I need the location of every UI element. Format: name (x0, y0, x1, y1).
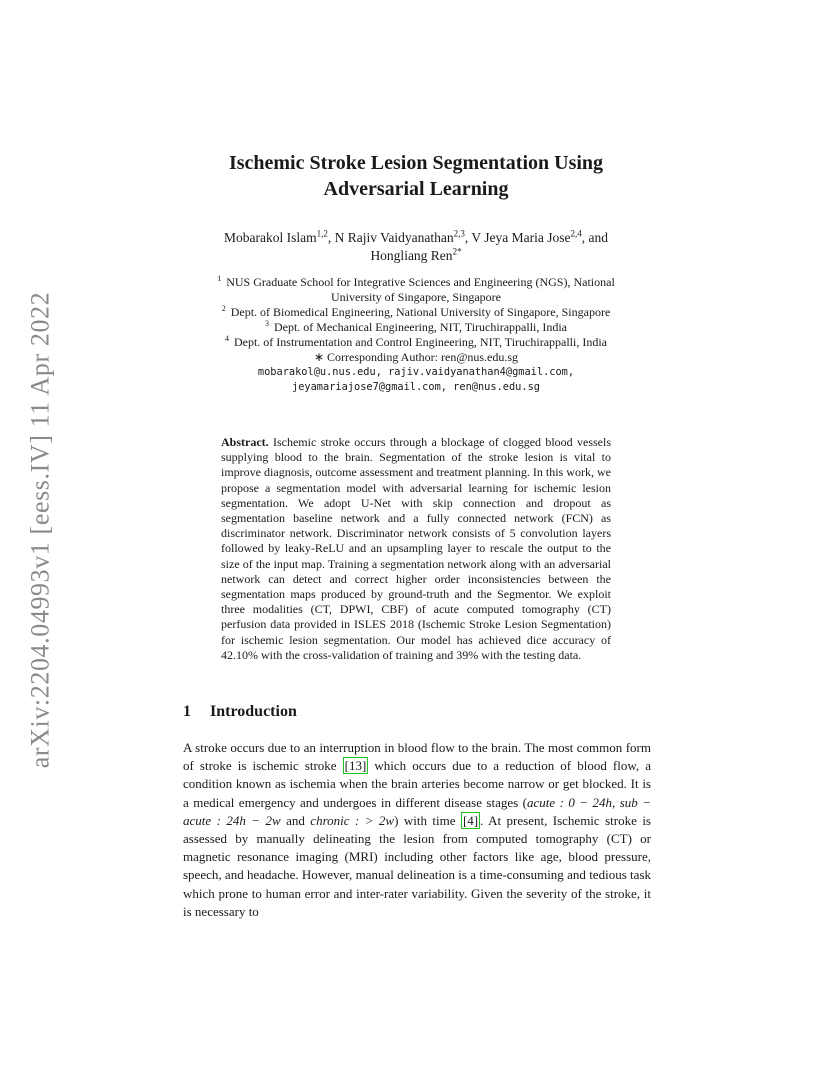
disease-stage-math: sub − acute : 24h − 2w (183, 794, 651, 828)
affiliation-block (175, 275, 657, 395)
author-name: Mobarakol Islam (224, 230, 317, 245)
intro-text: ) with time (394, 812, 461, 828)
arxiv-identifier-stamp (20, 285, 60, 775)
author-separator: , and (581, 230, 608, 245)
abstract-label: Abstract. (221, 435, 269, 449)
author-affiliation-marker: 2,4 (570, 228, 582, 239)
affiliation-text: Dept. of Instrumentation and Control Engineering, NIT, Tiruchirappalli, India (233, 335, 608, 349)
intro-text: A stroke occurs due to an interruption in blood flow to the brain. The most common form of stroke is ischemic stroke (183, 740, 651, 774)
introduction-paragraph (183, 739, 651, 921)
affiliation-item (175, 275, 657, 305)
title-line-1: Ischemic Stroke Lesion Segmentation Using (228, 152, 604, 174)
author-affiliation-marker: 2,3 (453, 228, 465, 239)
affiliation-text: NUS Graduate School for Integrative Sciences and Engineering (NGS), National (226, 275, 615, 289)
intro-text: . At present, Ischemic stroke is assessed by manually delineating the lesion from computed tomography (CT) or magnetic resonance imaging (MRI) including other factors like age, blood pressure, speech, and headache. However, manual delineation is a time-consuming and tedious task which prone to human error and inter-rater variability. Given the severity of the stroke, it is necessary to (183, 812, 651, 919)
author-list (160, 229, 672, 265)
citation-link[interactable]: [4] (462, 812, 479, 828)
affiliation-item (175, 305, 657, 320)
author-separator: , (464, 230, 472, 245)
author-emails-line-2: jeyamariajose7@gmail.com, ren@nus.edu.sg (292, 381, 540, 393)
section-heading (183, 703, 297, 721)
title-line-2: Adversarial Learning (323, 178, 509, 200)
intro-text: and (280, 812, 311, 828)
author-name: Hongliang Ren (370, 248, 453, 263)
paper-title (120, 150, 712, 202)
abstract-text: Ischemic stroke occurs through a blockage of clogged blood vessels supplying blood to the brain. Segmentation of the stroke lesion is vital to improve diagnosis, outcome assessment and treatment planning. In this work, we propose a segmentation model with adversarial learning for ischemic lesion segmentation. We adopt U-Net with skip connection and dropout as segmentation baseline network and a fully connected network (FCN) as discriminator network. Discriminator network consists of 5 convolution layers followed by leaky-ReLU and an upsampling layer to rescale the output to the size of the input map. Training a segmentation network along with an adversarial network can detect and correct higher order inconsistencies between the segmentation maps produced by ground-truth and the Segmentor. We exploit three modalities (CT, DPWI, CBF) of acute computed tomography (CT) perfusion data provided in ISLES 2018 (Ischemic Stroke Lesion Segmentation) for ischemic lesion segmentation. Our model has achieved dice accuracy of 42.10% with the cross-validation of training and 39% with the testing data. (221, 435, 611, 662)
author-name: N Rajiv Vaidyanathan (334, 230, 454, 245)
author-name: V Jeya Maria Jose (471, 230, 571, 245)
citation-link[interactable]: [13] (344, 758, 367, 774)
affiliation-marker: 1 (217, 274, 222, 283)
author-emails-line-1: mobarakol@u.nus.edu, rajiv.vaidyanathan4@gmail.com, (257, 366, 575, 378)
affiliation-marker: 3 (264, 319, 269, 328)
affiliation-marker: 2 (221, 304, 226, 313)
section-title: Introduction (210, 703, 297, 720)
corresponding-author: ∗ Corresponding Author: ren@nus.edu.sg (313, 350, 519, 364)
author-affiliation-marker: 2* (452, 246, 462, 257)
affiliation-text: Dept. of Mechanical Engineering, NIT, Tiruchirappalli, India (273, 320, 568, 334)
section-number: 1 (183, 703, 191, 720)
intro-text: which occurs due to a reduction of blood flow, a condition known as ischemia when the brain arteries become narrow or get blocked. It is a medical emergency and undergoes in different disease stages ( (183, 758, 651, 810)
author-affiliation-marker: 1,2 (316, 228, 328, 239)
intro-text: , (612, 794, 620, 810)
affiliation-item (175, 335, 657, 350)
disease-stage-math: chronic : > 2w (310, 812, 395, 828)
disease-stage-math: acute : 0 − 24h (526, 794, 613, 810)
author-separator: , (327, 230, 335, 245)
affiliation-item (175, 320, 657, 335)
arxiv-identifier-text: arXiv:2204.04993v1 [eess.IV] 11 Apr 2022 (25, 291, 54, 769)
affiliation-text: Dept. of Biomedical Engineering, National University of Singapore, Singapore (230, 305, 611, 319)
abstract (221, 435, 611, 663)
affiliation-marker: 4 (224, 334, 229, 343)
affiliation-text-continued: University of Singapore, Singapore (331, 290, 501, 304)
